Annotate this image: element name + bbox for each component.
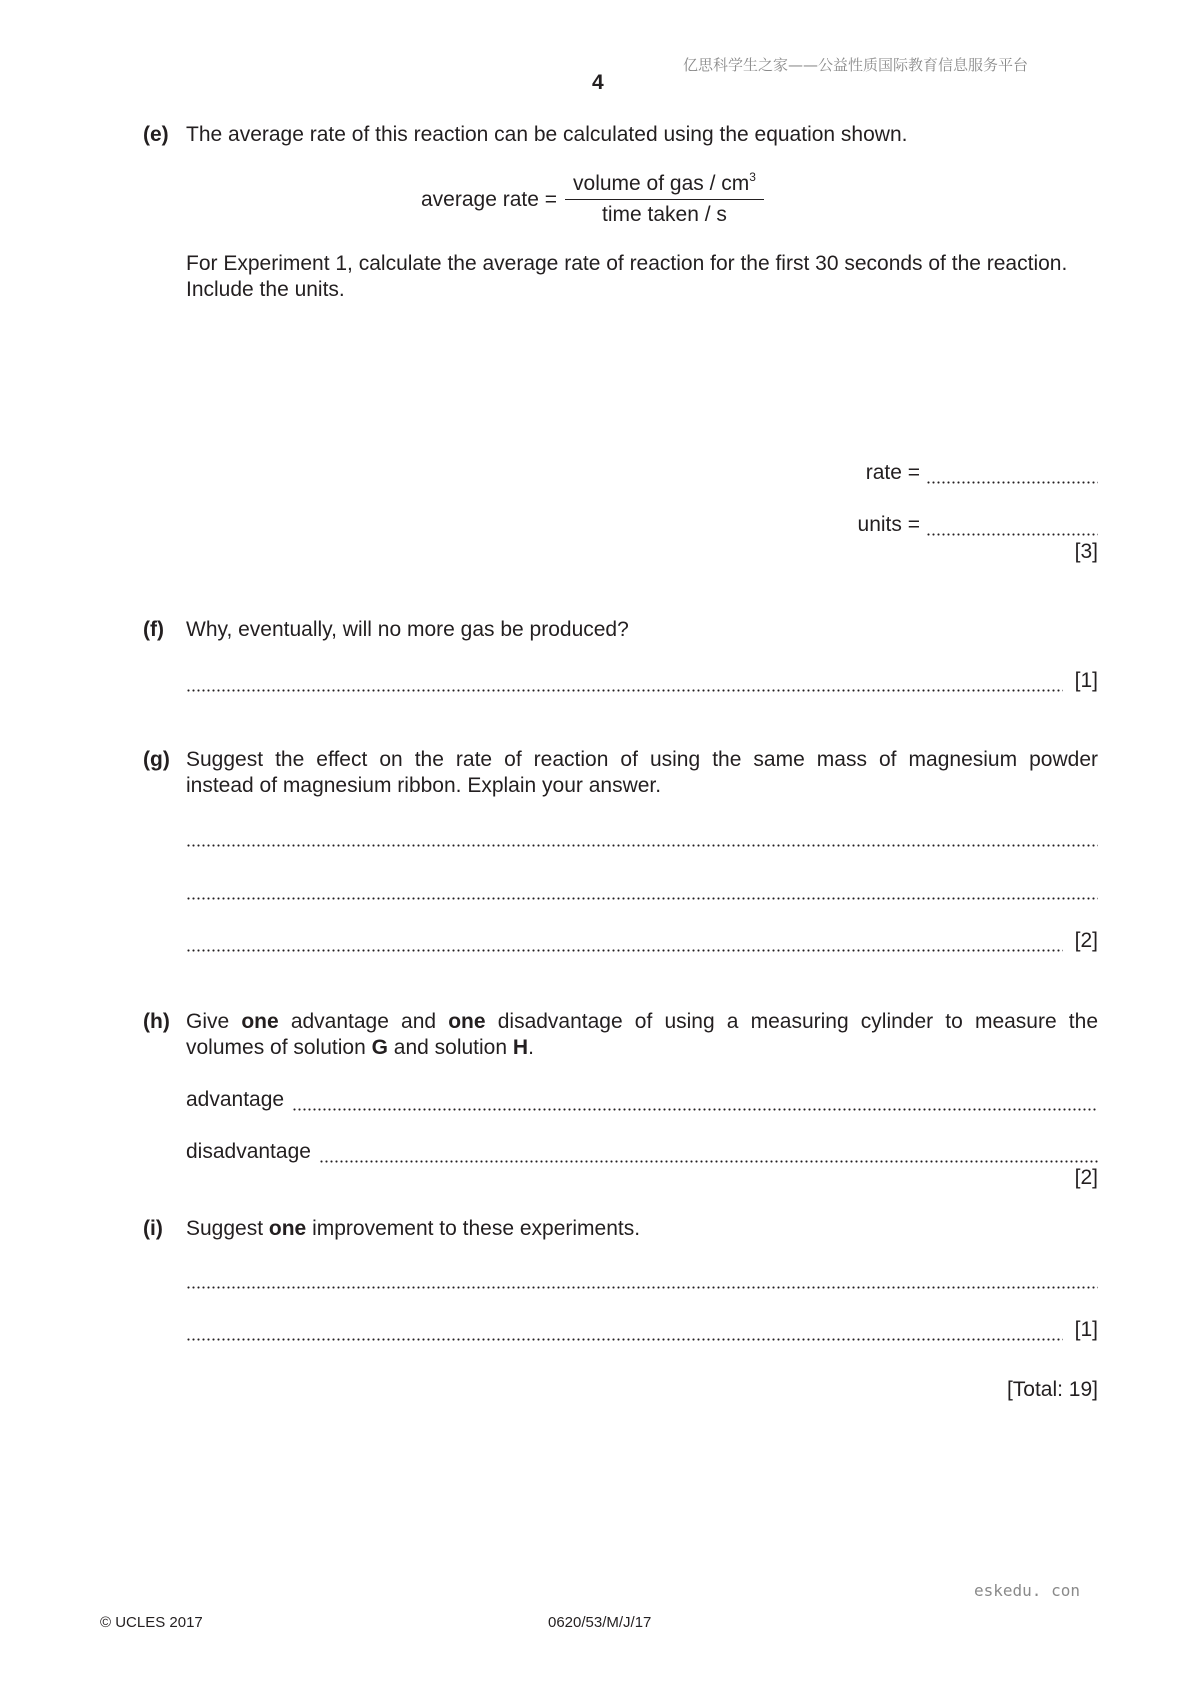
rate-dots[interactable] [926, 467, 1098, 485]
equation-lhs: average rate = [421, 187, 558, 211]
question-h-text-1: Give one advantage and one disadvantage of using a measuring cylinder to measure the [186, 1010, 1098, 1033]
answer-dots[interactable] [292, 1094, 1098, 1112]
question-h-marks: [2] [1074, 1166, 1098, 1189]
question-i-answer-line-2[interactable] [186, 1318, 1098, 1342]
question-f-marks: [1] [1074, 669, 1098, 692]
question-e-instruction-1: For Experiment 1, calculate the average rate of reaction for the first 30 seconds of the reaction. [186, 252, 1068, 275]
units-label: units = [857, 513, 920, 536]
question-h-text-2: volumes of solution G and solution H. [186, 1036, 534, 1059]
question-g-text-1: Suggest the effect on the rate of reaction of using the same mass of magnesium powder [186, 748, 1098, 771]
answer-dots[interactable] [186, 675, 1063, 693]
rate-label: rate = [865, 461, 920, 484]
answer-dots[interactable] [186, 830, 1098, 848]
question-g-answer-line-2[interactable] [186, 877, 1098, 901]
question-i-label: (i) [143, 1217, 163, 1240]
watermark-text: eskedu. con [974, 1581, 1080, 1600]
advantage-answer-line[interactable] [186, 1088, 1098, 1112]
question-g-label: (g) [143, 748, 170, 771]
average-rate-equation [421, 172, 764, 227]
question-g-answer-line-1[interactable] [186, 824, 1098, 848]
question-f-answer-line[interactable] [186, 669, 1098, 693]
question-g-marks: [2] [1074, 929, 1098, 952]
answer-dots[interactable] [319, 1146, 1098, 1164]
units-answer-line[interactable] [858, 513, 1098, 537]
question-f-text: Why, eventually, will no more gas be produced? [186, 618, 629, 641]
rate-answer-line[interactable] [866, 461, 1098, 485]
question-e-instruction-2: Include the units. [186, 278, 345, 301]
total-marks: [Total: 19] [1006, 1378, 1098, 1401]
copyright: © UCLES 2017 [100, 1614, 203, 1631]
answer-dots[interactable] [186, 935, 1063, 953]
question-g-answer-line-3[interactable] [186, 929, 1098, 953]
equation-numerator: volume of gas / $cm^3$ [565, 172, 764, 200]
question-i-marks: [1] [1074, 1318, 1098, 1341]
question-e-marks: [3] [1074, 540, 1098, 563]
question-i-answer-line-1[interactable] [186, 1266, 1098, 1290]
disadvantage-label: disadvantage [186, 1140, 311, 1163]
advantage-label: advantage [186, 1088, 285, 1111]
question-e-text: The average rate of this reaction can be calculated using the equation shown. [186, 123, 908, 146]
equation-fraction [565, 172, 764, 227]
answer-dots[interactable] [186, 1272, 1098, 1290]
question-f-label: (f) [143, 618, 164, 641]
question-i-text: Suggest one improvement to these experiments. [186, 1217, 641, 1240]
units-dots[interactable] [926, 519, 1098, 537]
equation-numerator-sup: 3 [749, 170, 756, 184]
answer-dots[interactable] [186, 883, 1098, 901]
question-g-text-2: instead of magnesium ribbon. Explain your answer. [186, 774, 662, 797]
paper-code: 0620/53/M/J/17 [548, 1614, 652, 1631]
question-h-label: (h) [143, 1010, 170, 1033]
equation-denominator: time taken / s [602, 203, 727, 226]
header-site-text: 亿思科学生之家——公益性质国际教育信息服务平台 [683, 56, 1029, 74]
disadvantage-answer-line[interactable] [186, 1140, 1098, 1164]
answer-dots[interactable] [186, 1324, 1063, 1342]
page-number: 4 [592, 71, 604, 94]
question-e-label: (e) [143, 123, 169, 146]
